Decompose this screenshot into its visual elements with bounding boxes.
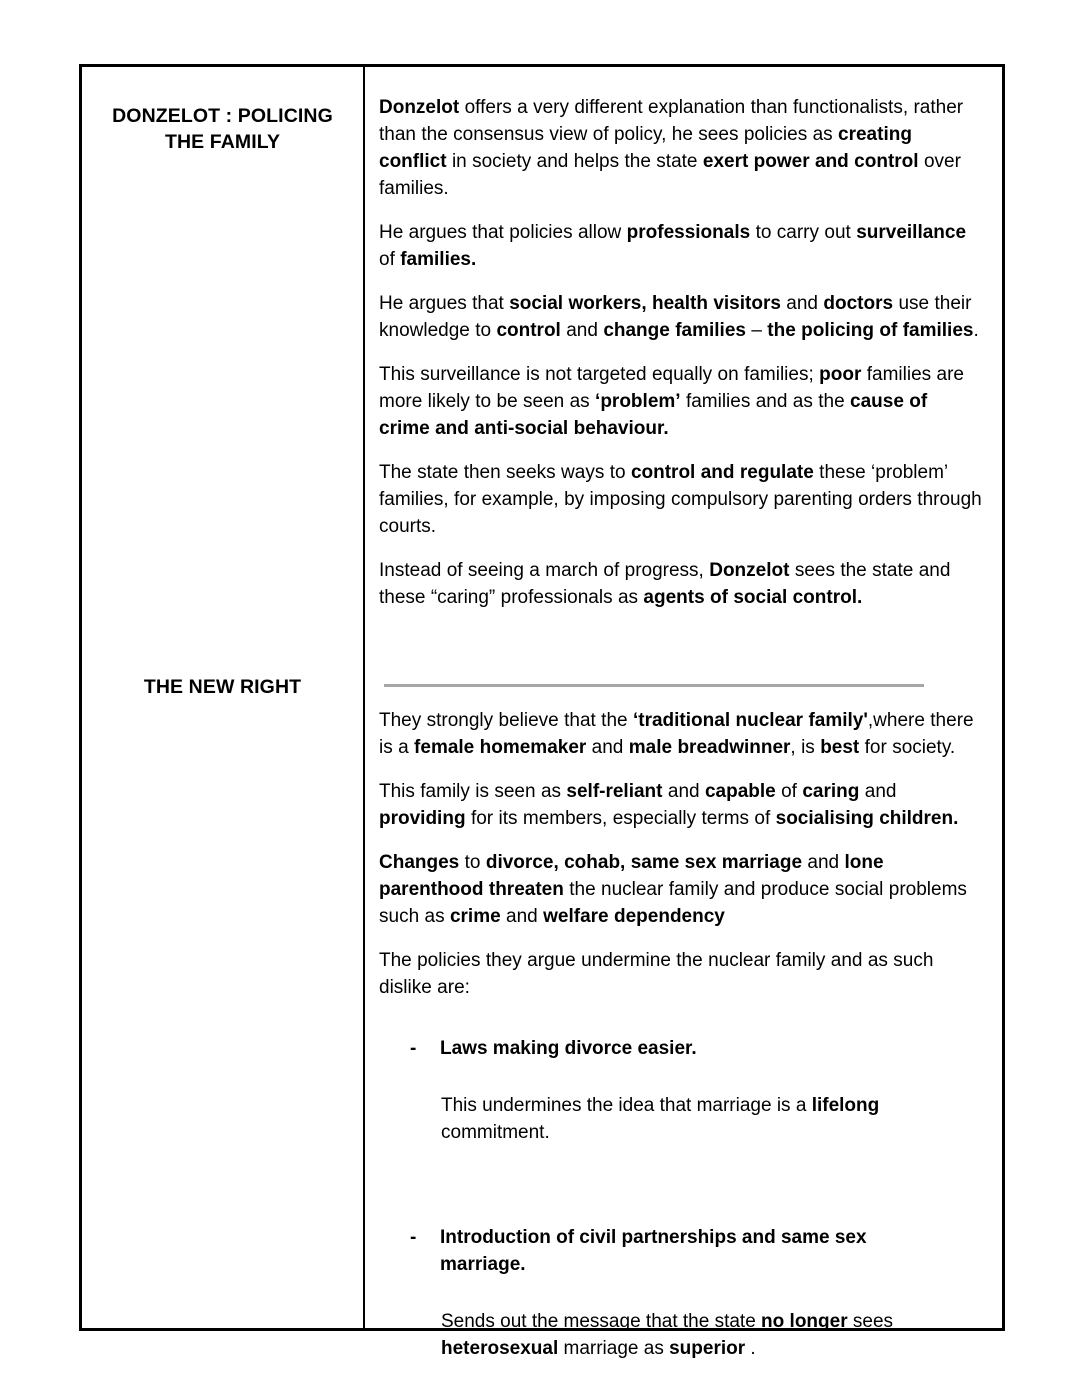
list-item xyxy=(379,1224,982,1278)
paragraph: They strongly believe that the ‘traditional nuclear family',where there is a female homemaker and male breadwinner, is best for society. xyxy=(379,710,974,758)
paragraph: Donzelot offers a very different explanation than functionalists, rather than the consensus view of policy, he sees policies as creating conflict in society and helps the state exert power and control over families. xyxy=(379,97,964,199)
revision-notes-table xyxy=(79,64,1005,1359)
bullet-heading: Laws making divorce easier. xyxy=(440,1038,697,1059)
bullet-detail: This undermines the idea that marriage is a lifelong commitment. xyxy=(441,1095,880,1143)
bullet-detail: Sends out the message that the state no longer sees heterosexual marriage as superior . xyxy=(441,1311,894,1359)
paragraph: The policies they argue undermine the nuclear family and as such dislike are: xyxy=(379,950,934,998)
bullet-dash-icon: - xyxy=(410,1227,417,1248)
bullet-dash-icon: - xyxy=(410,1038,417,1059)
paragraph: This family is seen as self-reliant and capable of caring and providing for its members, especially terms of socialising children. xyxy=(379,781,959,829)
paragraph: Changes to divorce, cohab, same sex marriage and lone parenthood threaten the nuclear family and produce social problems such as crime and welfare dependency xyxy=(379,852,967,927)
term-label-new-right: THE NEW RIGHT xyxy=(143,676,302,698)
explanation-column xyxy=(365,67,1002,1359)
section-donzelot xyxy=(379,94,982,611)
paragraph: The state then seeks ways to control and regulate these ‘problem’ families, for example, by imposing compulsory parenting orders through courts. xyxy=(379,462,982,537)
section-spacer xyxy=(379,628,982,684)
section-divider xyxy=(384,684,924,687)
paragraph: Instead of seeing a march of progress, Donzelot sees the state and these “caring” professionals as agents of social control. xyxy=(379,560,951,608)
list-item xyxy=(379,1035,982,1062)
term-label-donzelot: DONZELOT : POLICING THE FAMILY xyxy=(112,105,333,153)
paragraph: He argues that policies allow professionals to carry out surveillance of families. xyxy=(379,222,967,270)
terms-column xyxy=(82,67,365,1328)
bullet-gap xyxy=(379,1146,982,1190)
section-new-right xyxy=(379,707,982,1362)
paragraph: He argues that social workers, health visitors and doctors use their knowledge to control and change families – the policing of families. xyxy=(379,293,979,341)
paragraph: This surveillance is not targeted equally on families; poor families are more likely to be seen as ‘problem’ families and as the cause of crime and anti-social behaviour. xyxy=(379,364,964,439)
bullet-heading: Introduction of civil partnerships and same sex marriage. xyxy=(440,1227,867,1275)
